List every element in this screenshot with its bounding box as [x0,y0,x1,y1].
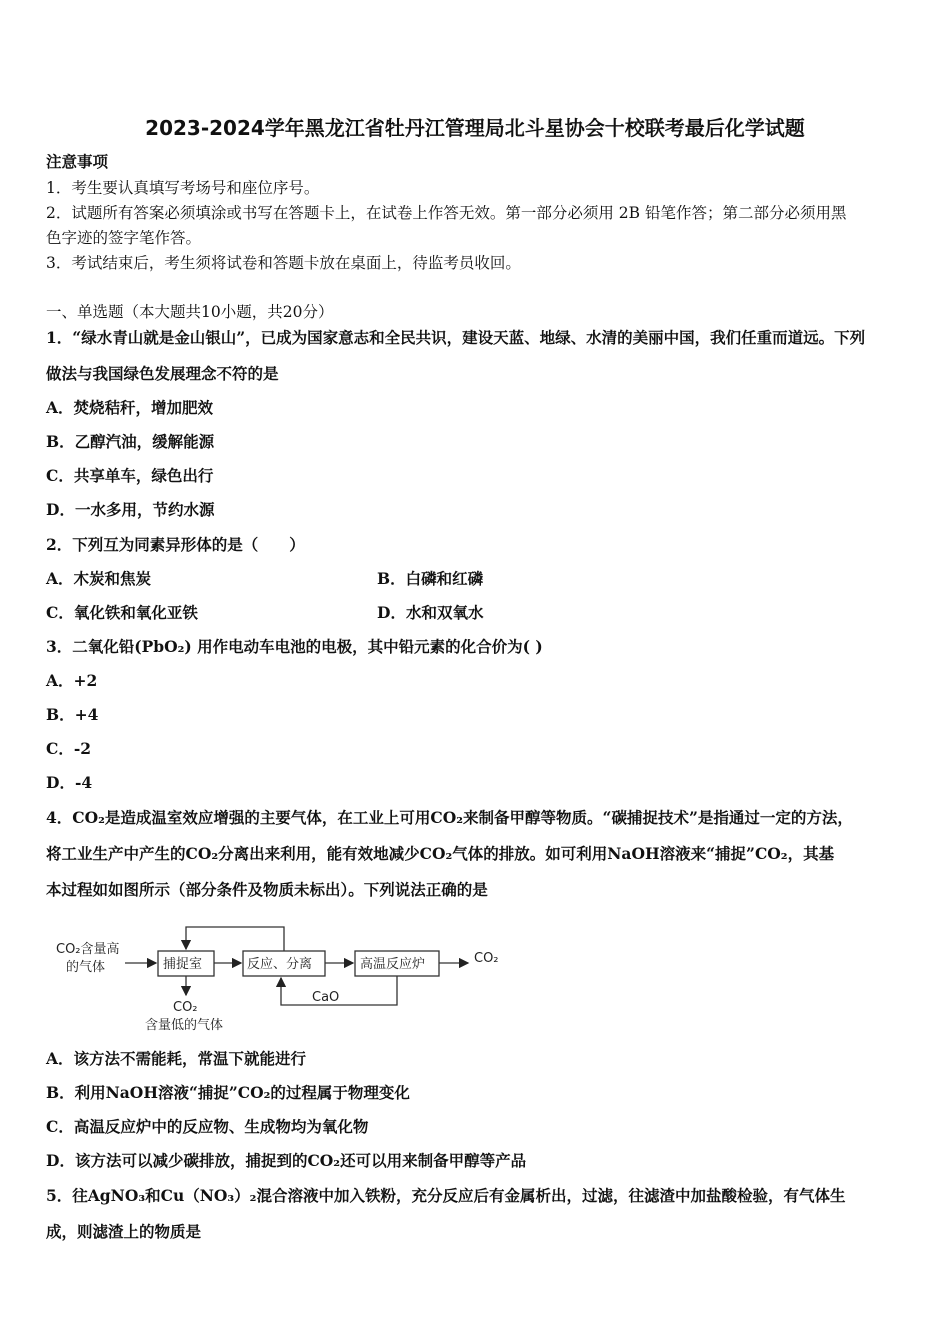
diagram-box-label: 捕捉室 [163,957,203,972]
q4-stem: 本过程如如图所示（部分条件及物质未标出）。下列说法正确的是 [46,880,488,899]
carbon-capture-diagram [52,915,512,1040]
diagram-low: CO₂ [173,1000,198,1015]
q1-stem: 做法与我国绿色发展理念不符的是 [46,364,279,383]
q1-stem: 1．“绿水青山就是金山银山”，已成为国家意志和全民共识，建设天蓝、地绿、水清的美丽中国，我们任重而道远。下列 [46,328,866,347]
diagram-low: 含量低的气体 [145,1018,224,1033]
q4-stem: 4．CO₂是造成温室效应增强的主要气体，在工业上可用CO₂来制备甲醇等物质。“碳捕捉技术”是指通过一定的方法， [46,808,853,827]
q3-option: B．+4 [46,705,99,724]
q2-option: B．白磷和红磷 [377,569,484,588]
page-title: 2023-2024学年黑龙江省牡丹江管理局北斗星协会十校联考最后化学试题 [145,116,805,140]
diagram-box-label: 反应、分离 [247,957,313,972]
notice-item: 2．试题所有答案必须填涂或书写在答题卡上，在试卷上作答无效。第一部分必须用 2B 铅笔作答；第二部分必须用黑 [46,204,847,222]
diagram-output: CO₂ [474,951,499,966]
q4-option: D．该方法可以减少碳排放，捕捉到的CO₂还可以用来制备甲醇等产品 [46,1151,527,1170]
q5-stem: 成，则滤渣上的物质是 [46,1222,202,1241]
q2-option: D．水和双氧水 [377,603,484,622]
q1-option: B．乙醇汽油，缓解能源 [46,432,215,451]
notice-item: 3．考试结束后，考生须将试卷和答题卡放在桌面上，待监考员收回。 [46,254,521,272]
diagram-box-label: 高温反应炉 [360,957,426,972]
q3-stem: 3．二氧化铅(PbO₂) 用作电动车电池的电极，其中铅元素的化合价为( ) [46,637,543,656]
q4-option: C．高温反应炉中的反应物、生成物均为氧化物 [46,1117,369,1136]
q4-option: A．该方法不需能耗，常温下就能进行 [46,1049,307,1068]
q2-option: C．氧化铁和氧化亚铁 [46,603,198,622]
q2-option: A．木炭和焦炭 [46,569,152,588]
q1-option: D．一水多用，节约水源 [46,500,215,519]
q5-stem: 5．往AgNO₃和Cu（NO₃）₂混合溶液中加入铁粉，充分反应后有金属析出，过滤，往滤渣中加盐酸检验，有气体生 [46,1186,846,1205]
notice-item: 色字迹的签字笔作答。 [46,229,202,247]
q3-option: D．-4 [46,773,93,792]
q1-option: A．焚烧秸秆，增加肥效 [46,398,214,417]
q3-option: A．+2 [46,671,98,690]
diagram-input: 的气体 [66,960,106,975]
q4-option: B．利用NaOH溶液“捕捉”CO₂的过程属于物理变化 [46,1083,410,1102]
diagram-cao: CaO [312,990,340,1005]
q4-stem: 将工业生产中产生的CO₂分离出来利用，能有效地减少CO₂气体的排放。如可利用NaOH溶液来“捕捉”CO₂，其基 [46,844,835,863]
q1-option: C．共享单车，绿色出行 [46,466,214,485]
q3-option: C．-2 [46,739,92,758]
notice-item: 1．考生要认真填写考场号和座位序号。 [46,179,320,197]
notice-heading: 注意事项 [46,152,109,171]
section-heading: 一、单选题（本大题共10小题，共20分） [46,303,334,321]
q2-stem: 2．下列互为同素异形体的是（ ） [46,535,305,554]
diagram-input: CO₂含量高 [56,942,120,957]
